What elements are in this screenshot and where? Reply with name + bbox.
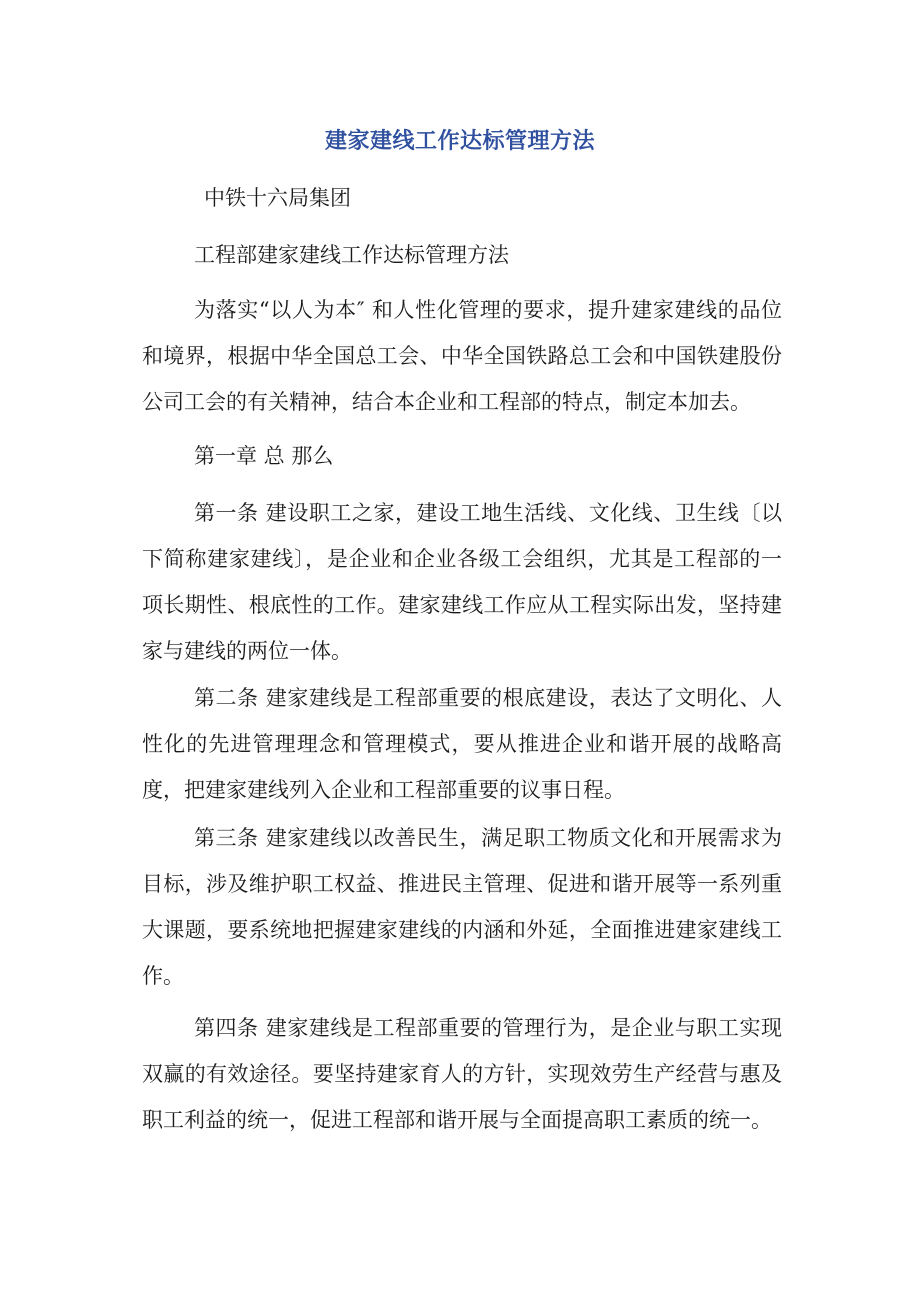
organization-name: 中铁十六局集团 [204, 186, 351, 210]
chapter-heading: 第一章 总 那么 [194, 444, 334, 468]
article-1-paragraph: 第一条 建设职工之家，建设工地生活线、文化线、卫生线〔以下简称建家建线〕，是企业和企业各级工会组织，尤其是工程部的一项长期性、根底性的工作。建家建线工作应从工程实际出发，坚持建家与建线的两位一体。 [142, 501, 782, 663]
article-4-paragraph: 第四条 建家建线是工程部重要的管理行为，是企业与职工实现双赢的有效途径。要坚持建家育人的方针，实现效劳生产经营与惠及职工利益的统一，促进工程部和谐开展与全面提高职工素质的统一。 [142, 1016, 782, 1132]
article-2-paragraph: 第二条 建家建线是工程部重要的根底建设，表达了文明化、人性化的先进管理理念和管理模式，要从推进企业和谐开展的战略高度，把建家建线列入企业和工程部重要的议事日程。 [142, 686, 782, 802]
article-3-paragraph: 第三条 建家建线以改善民生，满足职工物质文化和开展需求为目标，涉及维护职工权益、推进民主管理、促进和谐开展等一系列重大课题，要系统地把握建家建线的内涵和外延，全面推进建家建线工作。 [142, 826, 782, 988]
intro-paragraph: 为落实“以人为本″ 和人性化管理的要求，提升建家建线的品位和境界，根据中华全国总工会、中华全国铁路总工会和中国铁建股份公司工会的有关精神，结合本企业和工程部的特点，制定本加去。 [142, 298, 782, 414]
document-subtitle: 工程部建家建线工作达标管理方法 [194, 243, 509, 267]
document-title: 建家建线工作达标管理方法 [324, 129, 595, 154]
